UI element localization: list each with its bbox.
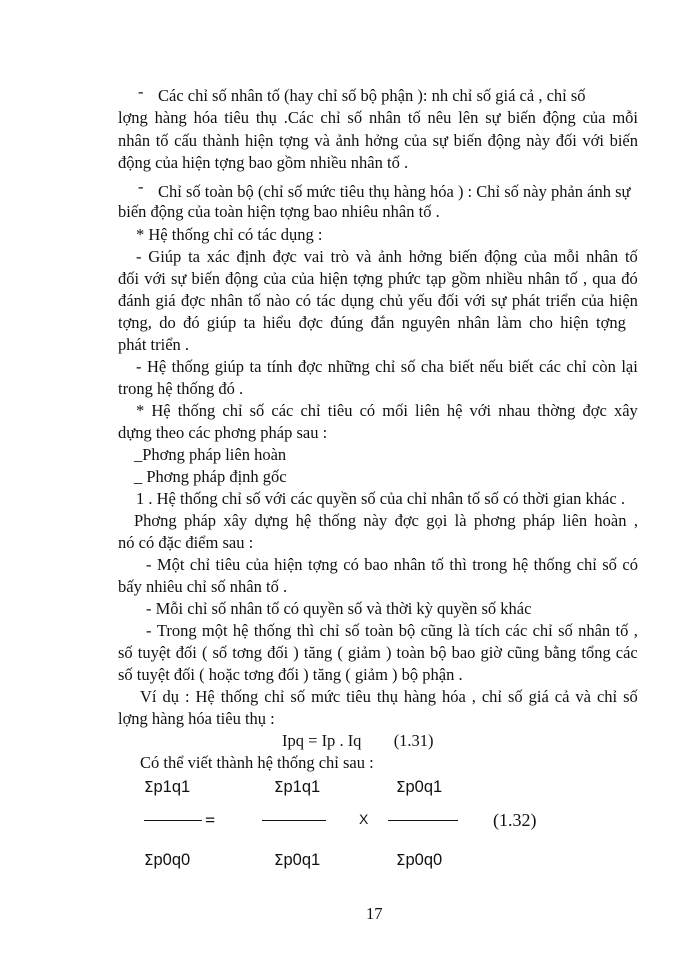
denominator-2 xyxy=(274,850,320,870)
word: chủ xyxy=(379,291,404,310)
word: biến xyxy=(448,247,478,266)
word: số xyxy=(623,687,638,706)
word: tích xyxy=(475,621,500,640)
word: nhân xyxy=(368,108,402,127)
equation-number: (1.32) xyxy=(493,810,537,830)
word: bằng xyxy=(544,643,577,662)
paragraph-line xyxy=(146,621,638,641)
word: động xyxy=(487,131,521,150)
word: chỉ xyxy=(189,555,211,574)
word: nào xyxy=(266,291,291,310)
word: với xyxy=(144,269,166,288)
word: của xyxy=(404,131,428,150)
word: sự xyxy=(485,108,501,127)
paragraph-line xyxy=(136,357,638,377)
word: với xyxy=(582,131,604,150)
word: do xyxy=(159,313,176,332)
word: có xyxy=(295,291,312,310)
paragraph-line: - Mỗi chỉ số nhân tố có quyền số và thời kỳ quyền số khác xyxy=(146,599,532,618)
word: Giúp xyxy=(148,247,182,266)
word: tiêu xyxy=(224,108,249,127)
formula-lhs: Ipq xyxy=(282,731,304,750)
word: tiêu xyxy=(327,401,353,420)
word: vai xyxy=(303,247,324,266)
word: của xyxy=(263,269,287,288)
word: nếu xyxy=(479,357,504,376)
word: ta xyxy=(243,313,256,332)
fraction-bar xyxy=(388,820,458,821)
sigma-symbol: Σ xyxy=(396,778,406,796)
word: số xyxy=(212,643,228,662)
word: đợc xyxy=(180,291,206,310)
sigma-symbol: Σ xyxy=(274,851,284,869)
word: thì xyxy=(296,621,315,640)
word: động xyxy=(484,247,518,266)
word: phơng xyxy=(473,511,516,530)
page-number: 17 xyxy=(366,904,383,923)
word: - xyxy=(146,621,152,640)
word: chỉ xyxy=(481,687,503,706)
word: thống xyxy=(253,621,292,640)
paragraph-line: trong hệ thống đó . xyxy=(118,379,244,398)
word: xây xyxy=(223,511,248,530)
word: ảnh xyxy=(378,247,402,266)
word: hệ xyxy=(232,621,249,640)
word: * xyxy=(136,401,145,420)
word: biết xyxy=(508,357,534,376)
word: đợc xyxy=(394,511,419,530)
word: các xyxy=(615,643,638,662)
word: tợng xyxy=(307,555,338,574)
word: hàng xyxy=(154,108,187,127)
word: trò xyxy=(330,247,349,266)
word: số xyxy=(290,687,306,706)
times-sign: X xyxy=(359,811,369,827)
denominator-3 xyxy=(396,850,442,870)
word: cả xyxy=(554,687,570,706)
word: đánh xyxy=(118,291,151,310)
term: p1q1 xyxy=(153,778,191,796)
word: định xyxy=(236,247,266,266)
equals-sign: = xyxy=(205,810,216,830)
word: Ví xyxy=(140,687,157,706)
word: giảm xyxy=(347,643,381,662)
formula-1-31 xyxy=(282,731,434,751)
term: p1q1 xyxy=(283,778,321,796)
word: ) xyxy=(293,643,299,662)
word: đúng xyxy=(330,313,364,332)
word: triển xyxy=(545,291,576,310)
formula-term: Iq xyxy=(347,731,362,750)
word: hệ xyxy=(295,511,312,530)
word: nhân xyxy=(578,621,611,640)
word: mức xyxy=(311,687,341,706)
word: hởng xyxy=(365,131,399,150)
word: bao xyxy=(364,555,389,574)
word: chỉ xyxy=(264,687,285,706)
word: Hệ xyxy=(146,357,167,376)
word: ta xyxy=(249,357,262,376)
word: nhân xyxy=(457,313,490,332)
word: dựng xyxy=(254,511,289,530)
section-heading: 1 . Hệ thống chỉ số với các quyền số của chỉ nhân tố số có thời gian khác . xyxy=(136,489,625,508)
word: tạp xyxy=(426,269,447,288)
word: tố xyxy=(248,291,261,310)
paragraph-line: bấy nhiêu chỉ số nhân tố . xyxy=(118,577,288,596)
numerator-2 xyxy=(274,777,320,797)
word: tợng xyxy=(596,313,626,332)
word: đó xyxy=(183,313,200,332)
sigma-symbol: Σ xyxy=(144,851,154,869)
word: tiêu xyxy=(215,555,241,574)
term: p0q0 xyxy=(405,851,443,869)
paragraph-line xyxy=(134,511,638,531)
word: dụng xyxy=(341,291,374,310)
paragraph-line: dựng theo các phơng pháp sau : xyxy=(118,423,328,442)
word: đối xyxy=(437,291,459,310)
word: tố xyxy=(564,269,578,288)
word: biến xyxy=(507,108,536,127)
word: đối xyxy=(555,131,577,150)
numerator-3 xyxy=(396,777,442,797)
formula-equals: = xyxy=(308,731,318,750)
word: ( xyxy=(201,643,208,662)
word: tính xyxy=(266,357,293,376)
word: tố xyxy=(407,108,421,127)
word: chỉ xyxy=(566,357,587,376)
word: hiện xyxy=(609,291,638,310)
word: Hệ xyxy=(195,687,215,706)
word: biến xyxy=(191,269,220,288)
word: liên xyxy=(415,401,440,420)
word: ảnh xyxy=(335,131,360,150)
word: chỉ xyxy=(576,555,597,574)
word: sự xyxy=(491,291,507,310)
paragraph-line: lợng hàng hóa tiêu thụ : xyxy=(118,709,275,728)
word: của xyxy=(245,555,269,574)
paragraph-line: số tuyệt đối ( hoặc tơng đối ) tăng ( giảm ) bộ phận . xyxy=(118,665,463,684)
word: đợc xyxy=(298,313,323,332)
word: qua xyxy=(592,269,617,288)
method-item: _ Phơng pháp định gốc xyxy=(134,467,287,486)
paragraph-line: Các chỉ số nhân tố (hay chỉ số bộ phận ): nh chỉ số giá cả , chỉ số xyxy=(158,86,586,105)
paragraph-line: nó có đặc điểm sau : xyxy=(118,533,254,552)
paragraph-line xyxy=(140,687,638,707)
word: tiêu xyxy=(346,687,371,706)
word: hiểu xyxy=(262,313,292,332)
word: này xyxy=(526,131,551,150)
word: lại xyxy=(621,357,638,376)
word: cấu xyxy=(174,131,198,150)
word: tố xyxy=(155,131,169,150)
fraction-bar xyxy=(144,820,202,821)
word: chỉ xyxy=(375,357,396,376)
word: đối xyxy=(118,269,140,288)
word: của xyxy=(291,269,315,288)
word: số xyxy=(347,108,363,127)
paragraph-line xyxy=(118,643,638,663)
word: của xyxy=(523,247,547,266)
paragraph-line xyxy=(118,131,638,151)
word: hiện xyxy=(319,269,348,288)
word: đắn xyxy=(370,313,395,332)
word: toàn xyxy=(364,621,394,640)
word: biết xyxy=(449,357,475,376)
word: chỉ xyxy=(320,108,341,127)
sigma-symbol: Σ xyxy=(274,778,284,796)
word: hiện xyxy=(274,555,303,574)
bullet-marker: - xyxy=(138,177,144,196)
word: làm xyxy=(497,313,522,332)
word: những xyxy=(327,357,370,376)
word: có xyxy=(359,401,376,420)
word: , xyxy=(471,687,476,706)
paragraph-line: phát triển . xyxy=(118,335,190,354)
word: có xyxy=(622,555,638,574)
word: biến xyxy=(609,131,638,150)
word: đối xyxy=(175,643,197,662)
bullet-marker: - xyxy=(138,82,144,101)
word: các xyxy=(538,357,561,376)
paragraph-line xyxy=(118,291,638,311)
word: thống xyxy=(533,555,572,574)
word: biến xyxy=(453,131,483,150)
word: và xyxy=(314,131,330,150)
word: cha xyxy=(420,357,444,376)
paragraph-line: Chỉ số toàn bộ (chỉ số mức tiêu thụ hàng hóa ) : Chỉ số này phản ánh sự xyxy=(158,182,631,201)
word: tợng xyxy=(353,269,383,288)
word: đợc xyxy=(582,401,607,420)
word: cho xyxy=(529,313,553,332)
word: dụ xyxy=(162,687,179,706)
word: chỉ xyxy=(532,621,553,640)
word: đó xyxy=(621,269,638,288)
paragraph-line xyxy=(118,313,626,333)
word: giá xyxy=(528,687,549,706)
word: hiện xyxy=(560,313,589,332)
word: .Các xyxy=(283,108,314,127)
sigma-symbol: Σ xyxy=(144,778,154,796)
paragraph-line: động của hiện tợng bao gồm nhiều nhân tố . xyxy=(118,153,409,172)
paragraph-line: Có thể viết thành hệ thống chỉ sau : xyxy=(140,753,374,772)
word: thờng xyxy=(537,401,576,420)
word: phát xyxy=(511,291,541,310)
paragraph-line xyxy=(118,108,638,128)
word: xác xyxy=(206,247,230,266)
word: gọi xyxy=(426,511,448,530)
word: thống xyxy=(177,401,216,420)
formula-dot: . xyxy=(339,731,344,750)
word: mỗi xyxy=(553,247,580,266)
word: pháp xyxy=(522,511,556,530)
word: hởng xyxy=(408,247,443,266)
word: với xyxy=(469,401,492,420)
word: nhân xyxy=(586,247,619,266)
word: nhau xyxy=(498,401,531,420)
word: : xyxy=(184,687,190,706)
paragraph-line xyxy=(118,269,638,289)
word: - xyxy=(146,555,152,574)
word: xây xyxy=(613,401,638,420)
word: và xyxy=(355,247,372,266)
word: số xyxy=(118,643,133,662)
numerator-1 xyxy=(144,777,190,797)
word: số xyxy=(249,401,265,420)
word: số xyxy=(508,687,523,706)
word: các xyxy=(271,401,294,420)
word: phức xyxy=(388,269,421,288)
paragraph-line: biến động của toàn hiện tợng bao nhiêu nhân tố . xyxy=(118,202,440,221)
word: động xyxy=(225,269,259,288)
word: chỉ xyxy=(596,687,618,706)
word: bao xyxy=(451,643,476,662)
word: cũng xyxy=(420,621,453,640)
section-heading xyxy=(136,401,638,421)
word: một xyxy=(201,621,228,640)
sigma-symbol: Σ xyxy=(396,851,406,869)
word: - xyxy=(136,357,142,376)
equation-number: (1.31) xyxy=(393,731,434,750)
word: chỉ xyxy=(319,621,340,640)
word: toàn xyxy=(396,643,425,662)
word: hiện xyxy=(244,131,274,150)
word: đối xyxy=(267,643,289,662)
word: tố xyxy=(615,621,629,640)
word: tợng, xyxy=(118,313,152,332)
word: Phơng xyxy=(134,511,177,530)
word: tơng xyxy=(232,643,263,662)
word: số xyxy=(400,357,416,376)
word: của xyxy=(581,291,605,310)
word: số xyxy=(602,555,617,574)
word: ) xyxy=(385,643,392,662)
word: tổng xyxy=(581,643,611,662)
word: này xyxy=(363,511,388,530)
term: p0q0 xyxy=(153,851,191,869)
word: hóa xyxy=(193,108,218,127)
word: nhiều xyxy=(485,269,523,288)
word: chỉ xyxy=(222,401,243,420)
word: hóa xyxy=(441,687,466,706)
word: yếu xyxy=(408,291,433,310)
word: với xyxy=(464,291,486,310)
word: nhân xyxy=(118,131,151,150)
word: hệ xyxy=(512,555,529,574)
word: thụ xyxy=(376,687,398,706)
word: giá xyxy=(155,291,176,310)
word: là xyxy=(454,511,467,530)
word: , xyxy=(633,621,638,640)
word: cũng xyxy=(507,643,540,662)
word: Trong xyxy=(156,621,197,640)
word: sự xyxy=(171,269,187,288)
word: nhân xyxy=(527,269,560,288)
word: là xyxy=(457,621,470,640)
word: tợng xyxy=(278,131,309,150)
word: giúp xyxy=(214,357,245,376)
word: nêu xyxy=(427,108,452,127)
word: đợc xyxy=(272,247,297,266)
word: sự xyxy=(432,131,448,150)
word: Một xyxy=(156,555,185,574)
word: có xyxy=(343,555,359,574)
word: giờ xyxy=(480,643,503,662)
word: tăng xyxy=(303,643,333,662)
word: các xyxy=(505,621,528,640)
word: tuyệt xyxy=(137,643,171,662)
word: pháp xyxy=(183,511,217,530)
word: nhân xyxy=(393,555,426,574)
word: mỗi xyxy=(612,108,638,127)
word: ( xyxy=(337,643,343,662)
word: và xyxy=(575,687,591,706)
word: chỉ xyxy=(300,401,321,420)
paragraph-line xyxy=(136,247,638,267)
denominator-1 xyxy=(144,850,190,870)
word: thống xyxy=(220,687,259,706)
word: thì xyxy=(449,555,467,574)
word: hoàn xyxy=(594,511,627,530)
section-heading: * Hệ thống chỉ có tác dụng : xyxy=(136,225,323,244)
word: tác xyxy=(316,291,336,310)
word: đợc xyxy=(298,357,323,376)
word: nguyên xyxy=(401,313,451,332)
word: Hệ xyxy=(151,401,171,420)
word: hệ xyxy=(446,401,463,420)
word: giúp xyxy=(206,313,237,332)
word: động xyxy=(542,108,576,127)
term: p0q1 xyxy=(405,778,443,796)
word: gồm xyxy=(451,269,481,288)
word: bộ xyxy=(430,643,447,662)
paragraph-line xyxy=(146,555,638,575)
formula-term: Ip xyxy=(321,731,336,750)
word: trong xyxy=(472,555,508,574)
word: của xyxy=(582,108,606,127)
word: thống xyxy=(318,511,357,530)
word: nhân xyxy=(210,291,243,310)
word: còn xyxy=(592,357,616,376)
word: , xyxy=(582,269,588,288)
word: lên xyxy=(458,108,479,127)
word: thụ xyxy=(255,108,277,127)
word: tố xyxy=(431,555,444,574)
word: hàng xyxy=(403,687,436,706)
fraction-bar xyxy=(262,820,326,821)
word: liên xyxy=(562,511,588,530)
word: thành xyxy=(202,131,240,150)
word: - xyxy=(136,247,142,266)
word: số xyxy=(344,621,360,640)
word: lợng xyxy=(118,108,148,127)
word: bộ xyxy=(398,621,416,640)
word: thống xyxy=(171,357,210,376)
word: số xyxy=(558,621,573,640)
word: , xyxy=(633,511,638,530)
word: ta xyxy=(188,247,200,266)
word: mối xyxy=(382,401,408,420)
word: tố xyxy=(624,247,638,266)
term: p0q1 xyxy=(283,851,321,869)
method-item: _Phơng pháp liên hoàn xyxy=(134,445,287,464)
